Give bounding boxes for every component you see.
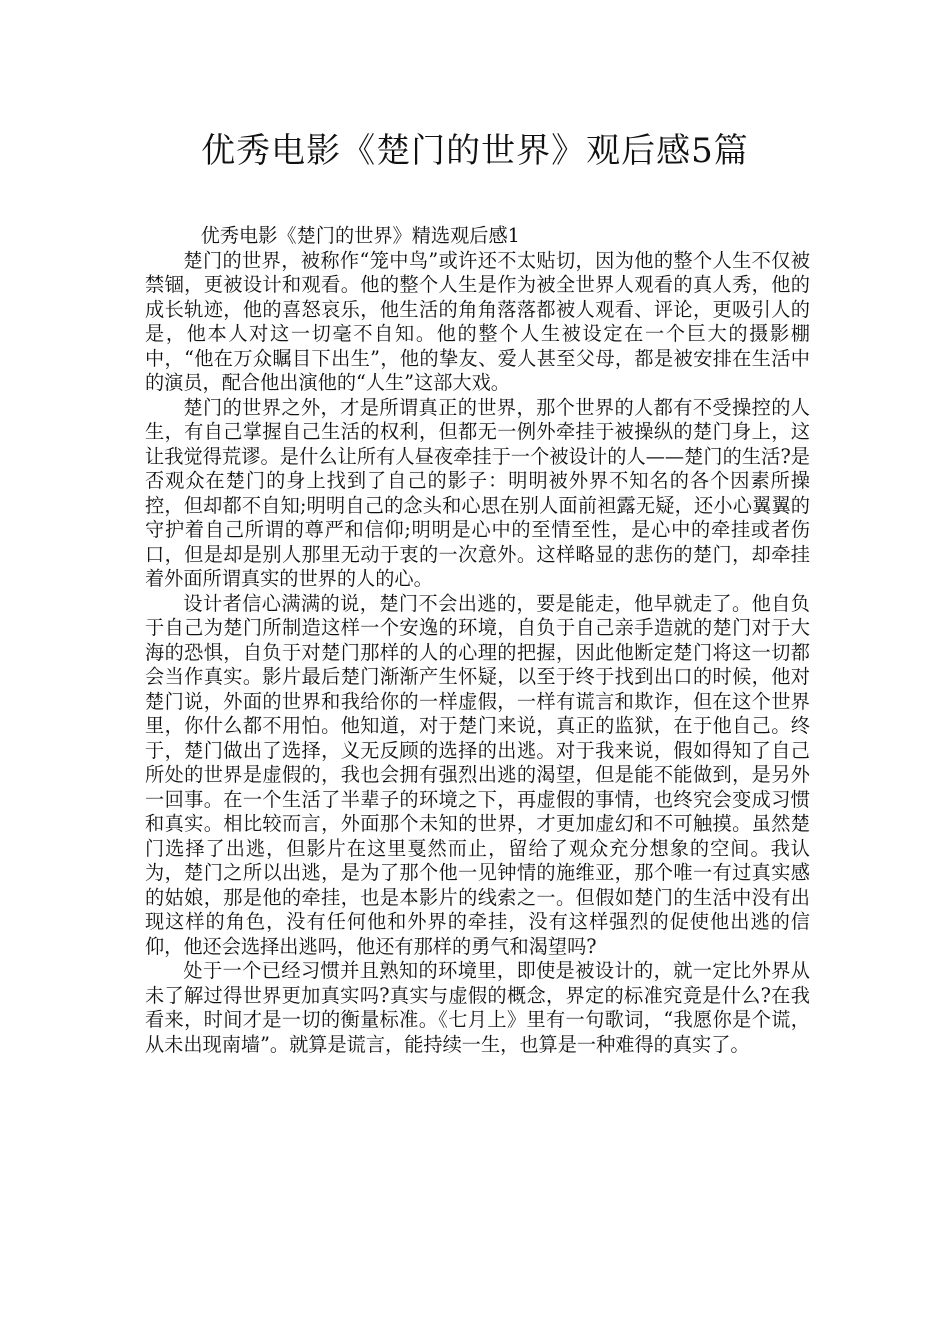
document-body bbox=[145, 224, 810, 1057]
document-title: 优秀电影《楚门的世界》观后感5篇 bbox=[201, 131, 749, 171]
section-heading: 优秀电影《楚门的世界》精选观后感1 bbox=[200, 224, 520, 247]
paragraph-1: 楚门的世界，被称作“笼中鸟”或许还不太贴切，因为他的整个人生不仅被禁锢，更被设计和观看。他的整个人生是作为被全世界人观看的真人秀，他的成长轨迹，他的喜怒哀乐，他生活的角角落落都被人观看、评论，更吸引人的是，他本人对这一切毫不自知。他的整个人生被设定在一个巨大的摄影棚中，“他在万众瞩目下出生”，他的挚友、爱人甚至父母，都是被安排在生活中的演员，配合他出演他的“人生”这部大戏。 bbox=[145, 248, 810, 394]
paragraph-2: 楚门的世界之外，才是所谓真正的世界，那个世界的人都有不受操控的人生，有自己掌握自己生活的权利，但都无一例外牵挂于被操纵的楚门身上，这让我觉得荒谬。是什么让所有人昼夜牵挂于一个被设计的人——楚门的生活?是否观众在楚门的身上找到了自己的影子：明明被外界不知名的各个因素所操控，但却都不自知;明明自己的念头和心思在别人面前袒露无疑，还小心翼翼的守护着自己所谓的尊严和信仰;明明是心中的至情至性，是心中的牵挂或者伤口，但是却是别人那里无动于衷的一次意外。这样略显的悲伤的楚门，却牵挂着外面所谓真实的世界的人的心。 bbox=[145, 395, 810, 590]
paragraph-4: 处于一个已经习惯并且熟知的环境里，即使是被设计的，就一定比外界从未了解过得世界更加真实吗?真实与虚假的概念，界定的标准究竟是什么?在我看来，时间才是一切的衡量标准。《七月上》里有一句歌词，“我愿你是个谎，从未出现南墙”。就算是谎言，能持续一生，也算是一种难得的真实了。 bbox=[145, 959, 810, 1056]
paragraph-3: 设计者信心满满的说，楚门不会出逃的，要是能走，他早就走了。他自负于自己为楚门所制造这样一个安逸的环境，自负于自己亲手造就的楚门对于大海的恐惧，自负于对楚门那样的人的心理的把握，因此他断定楚门将这一切都会当作真实。影片最后楚门渐渐产生怀疑，以至于终于找到出口的时候，他对楚门说，外面的世界和我给你的一样虚假，一样有谎言和欺诈，但在这个世界里，你什么都不用怕。他知道，对于楚门来说，真正的监狱，在于他自己。终于，楚门做出了选择，义无反顾的选择的出逃。对于我来说，假如得知了自己所处的世界是虚假的，我也会拥有强烈出逃的渴望，但是能不能做到，是另外一回事。在一个生活了半辈子的环境之下，再虚假的事情，也终究会变成习惯和真实。相比较而言，外面那个未知的世界，才更加虚幻和不可触摸。虽然楚门选择了出逃，但影片在这里戛然而止，留给了观众充分想象的空间。我认为，楚门之所以出逃，是为了那个他一见钟情的施维亚，那个唯一有过真实感的姑娘，那是他的牵挂，也是本影片的线索之一。但假如楚门的生活中没有出现这样的角色，没有任何他和外界的牵挂，没有这样强烈的促使他出逃的信仰，他还会选择出逃吗，他还有那样的勇气和渴望吗? bbox=[145, 591, 810, 958]
